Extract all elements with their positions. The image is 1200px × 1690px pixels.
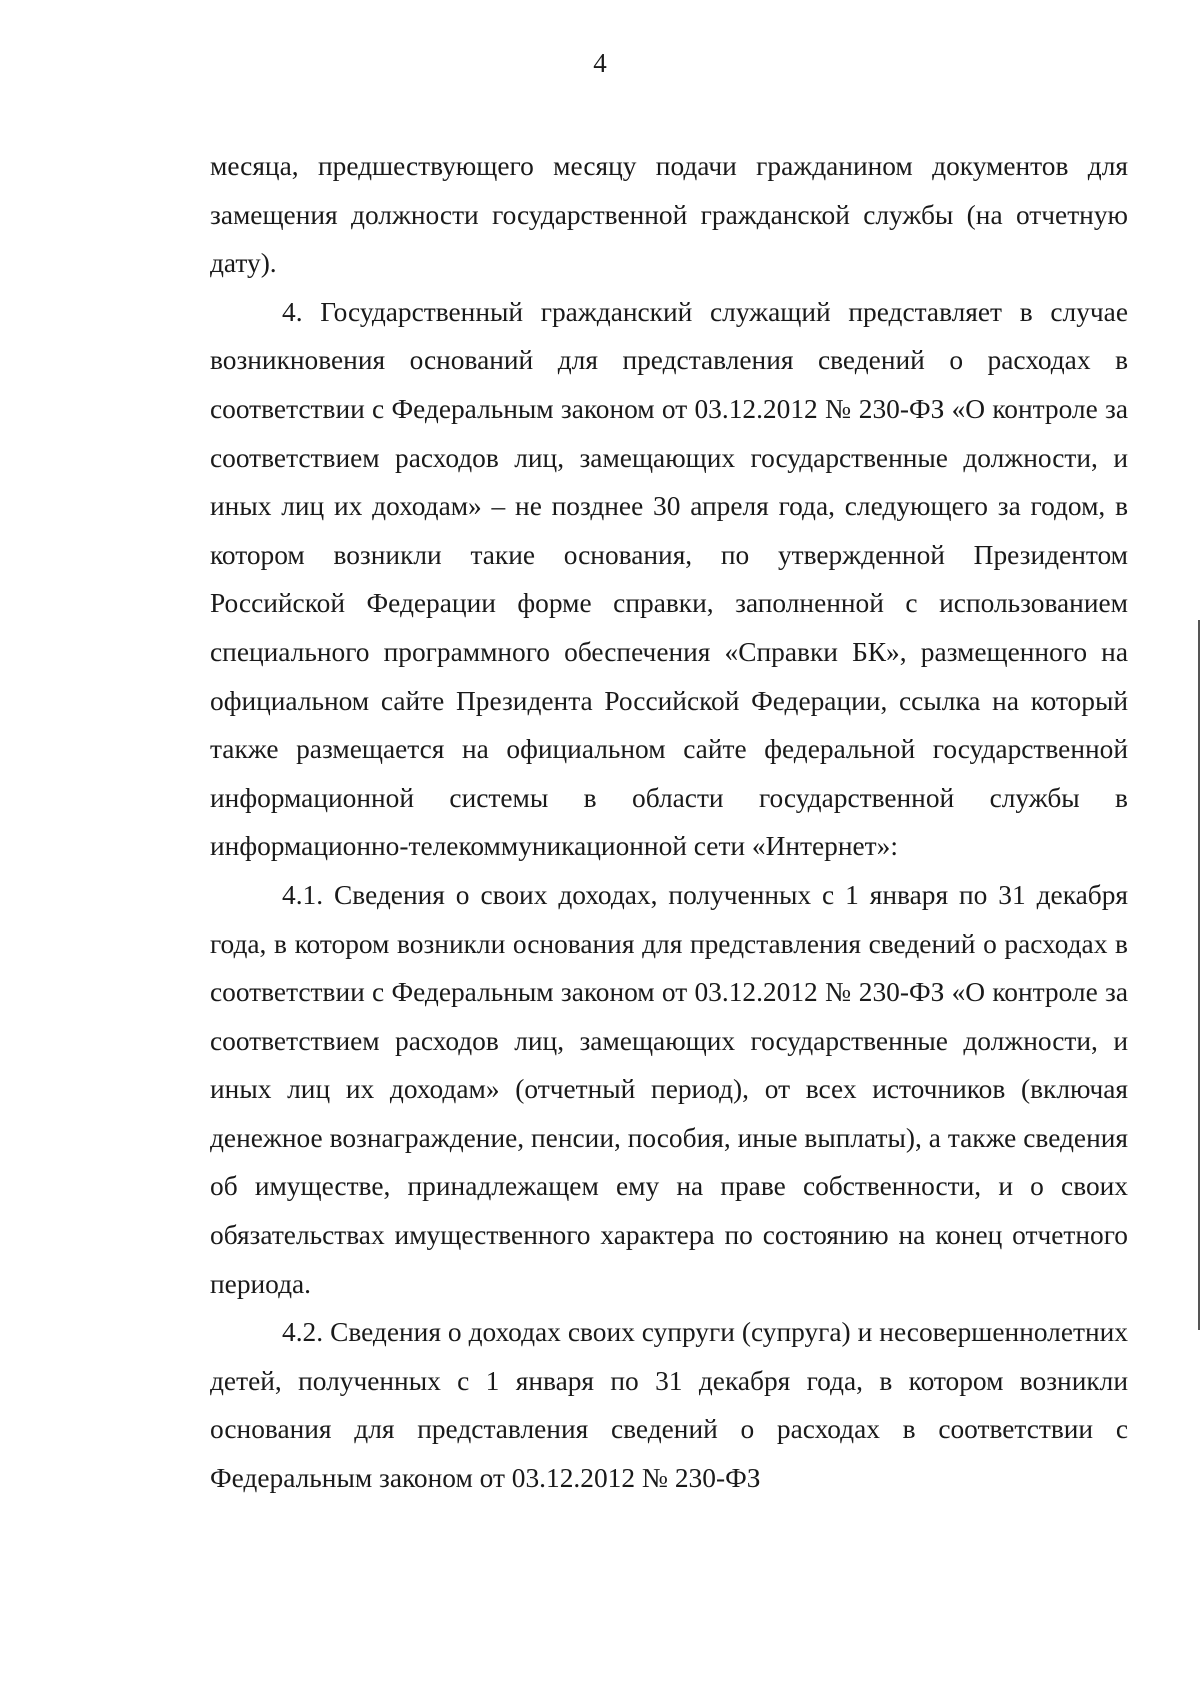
paragraph-item-4-2: 4.2. Сведения о доходах своих супруги (супруга) и несовершеннолетних детей, полученных с 1 января по 31 декабря года, в котором возникли основания для представления сведений о расходах в соответствии с Федеральным законом от 03.12.2012 № 230-ФЗ xyxy=(210,1317,1128,1494)
document-body xyxy=(210,142,1128,1503)
paragraph-item-4: 4. Государственный гражданский служащий представляет в случае возникновения оснований для представления сведений о расходах в соответствии с Федеральным законом от 03.12.2012 № 230-ФЗ «О контроле за соответствием расходов лиц, замещающих государственные должности, и иных лиц их доходам» – не позднее 30 апреля года, следующего за годом, в котором возникли такие основания, по утвержденной Президентом Российской Федерации форме справки, заполненной с использованием специального программного обеспечения «Справки БК», размещенного на официальном сайте Президента Российской Федерации, ссылка на который также размещается на официальном сайте федеральной государственной информационной системы в области государственной службы в информационно-телекоммуникационной сети «Интернет»: xyxy=(210,296,1128,862)
paragraph-continuation: месяца, предшествующего месяцу подачи гражданином документов для замещения должности государственной гражданской службы (на отчетную дату). xyxy=(210,151,1128,279)
page-number: 4 xyxy=(593,48,607,78)
paragraph-item-4-1: 4.1. Сведения о своих доходах, полученных с 1 января по 31 декабря года, в котором возникли основания для представления сведений о расходах в соответствии с Федеральным законом от 03.12.2012 № 230-ФЗ «О контроле за соответствием расходов лиц, замещающих государственные должности, и иных лиц их доходам» (отчетный период), от всех источников (включая денежное вознаграждение, пенсии, пособия, иные выплаты), а также сведения об имуществе, принадлежащем ему на праве собственности, и о своих обязательствах имущественного характера по состоянию на конец отчетного периода. xyxy=(210,879,1128,1299)
